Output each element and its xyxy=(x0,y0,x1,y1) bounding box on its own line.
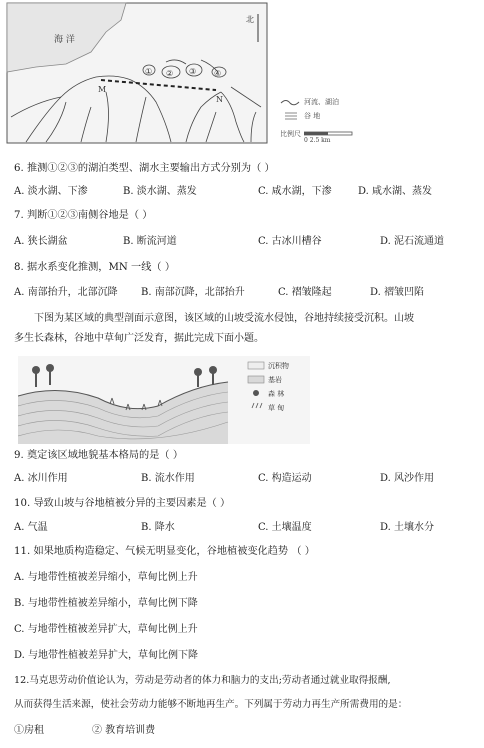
lake-label-4: ④ xyxy=(214,69,222,78)
question-9-stem: 9. 奠定该区域地貌基本格局的是（ ） xyxy=(14,450,184,461)
question-8-option-b: B. 南部沉降，北部抬升 xyxy=(141,287,245,298)
intro-line-2: 多生长森林，谷地中草甸广泛发育，据此完成下面小题。 xyxy=(14,333,264,344)
point-m-label: M xyxy=(98,85,107,94)
question-10-option-b: B. 降水 xyxy=(141,522,175,533)
question-6-option-a: A. 淡水湖、下渗 xyxy=(14,186,88,197)
north-label: 北 xyxy=(246,15,254,24)
question-7-option-b: B. 断流河道 xyxy=(123,236,177,247)
question-10-option-c: C. 土壤温度 xyxy=(258,522,312,533)
question-11-stem: 11. 如果地质构造稳定、气候无明显变化，谷地植被变化趋势 （ ） xyxy=(14,546,315,557)
question-8-option-d: D. 褶皱凹陷 xyxy=(370,287,425,298)
question-9-option-d: D. 风沙作用 xyxy=(380,473,435,484)
question-12-item-2: ② 教育培训费 xyxy=(92,725,156,736)
question-6-option-d: D. 咸水湖、蒸发 xyxy=(358,186,433,197)
legend-river-lake: 河流、湖泊 xyxy=(304,98,339,106)
question-10-option-a: A. 气温 xyxy=(14,522,48,533)
legend-meadow: 草 甸 xyxy=(268,404,285,412)
question-7-option-c: C. 古冰川槽谷 xyxy=(258,236,322,247)
valley-symbol xyxy=(284,112,298,121)
map-legend xyxy=(280,95,390,150)
lake-label-1: ① xyxy=(145,67,153,76)
question-7-stem: 7. 判断①②③南侧谷地是（ ） xyxy=(14,210,153,221)
point-n-label: N xyxy=(216,95,223,104)
legend-valley: 谷 地 xyxy=(304,112,321,120)
question-12-line-1: 12.马克思劳动价值论认为，劳动是劳动者的体力和脑力的支出;劳动者通过就业取得报酬, xyxy=(14,675,391,686)
question-6-option-b: B. 淡水湖、蒸发 xyxy=(123,186,197,197)
legend-bedrock: 基岩 xyxy=(268,376,282,384)
legend-scale-label: 比例尺 xyxy=(280,130,301,138)
question-11-option-d: D. 与地带性植被差异扩大，草甸比例下降 xyxy=(14,650,199,661)
lake-label-3: ③ xyxy=(189,67,197,76)
river-lake-symbol xyxy=(280,97,300,107)
question-6-option-c: C. 咸水湖，下渗 xyxy=(258,186,332,197)
legend-sediment: 沉积物 xyxy=(268,362,289,370)
question-8-option-a: A. 南部抬升，北部沉降 xyxy=(14,287,118,298)
question-9-option-b: B. 流水作用 xyxy=(141,473,195,484)
question-10-stem: 10. 导致山坡与谷地植被分异的主要因素是（ ） xyxy=(14,498,231,509)
question-10-option-d: D. 土壤水分 xyxy=(380,522,435,533)
question-12-item-1: ①房租 xyxy=(14,725,44,736)
question-12-line-2: 从而获得生活来源，使社会劳动力能够不断地再生产。下列属于劳动力再生产所需费用的是： xyxy=(14,699,408,710)
question-7-option-a: A. 狭长湖盆 xyxy=(14,236,68,247)
question-11-option-a: A. 与地带性植被差异缩小，草甸比例上升 xyxy=(14,572,198,583)
legend-scale-values: 0 2.5 km xyxy=(304,137,331,144)
question-6-stem: 6. 推测①②③的湖泊类型、湖水主要输出方式分别为（ ） xyxy=(14,163,275,174)
question-11-option-c: C. 与地带性植被差异扩大，草甸比例上升 xyxy=(14,624,198,635)
question-9-option-a: A. 冰川作用 xyxy=(14,473,68,484)
question-7-option-d: D. 泥石流通道 xyxy=(380,236,445,247)
question-9-option-c: C. 构造运动 xyxy=(258,473,312,484)
question-8-stem: 8. 据水系变化推测，MN 一线（ ） xyxy=(14,262,176,273)
profile-diagram xyxy=(18,356,310,444)
intro-line-1: 下图为某区域的典型剖面示意图，该区域的山坡受流水侵蚀，谷地持续接受沉积。山坡 xyxy=(34,313,414,324)
question-8-option-c: C. 褶皱隆起 xyxy=(278,287,332,298)
question-11-option-b: B. 与地带性植被差异缩小，草甸比例下降 xyxy=(14,598,198,609)
drainage-map xyxy=(6,2,268,144)
lake-label-2: ② xyxy=(166,69,174,78)
sea-label: 海 洋 xyxy=(54,35,75,45)
legend-forest: 森 林 xyxy=(268,390,285,398)
